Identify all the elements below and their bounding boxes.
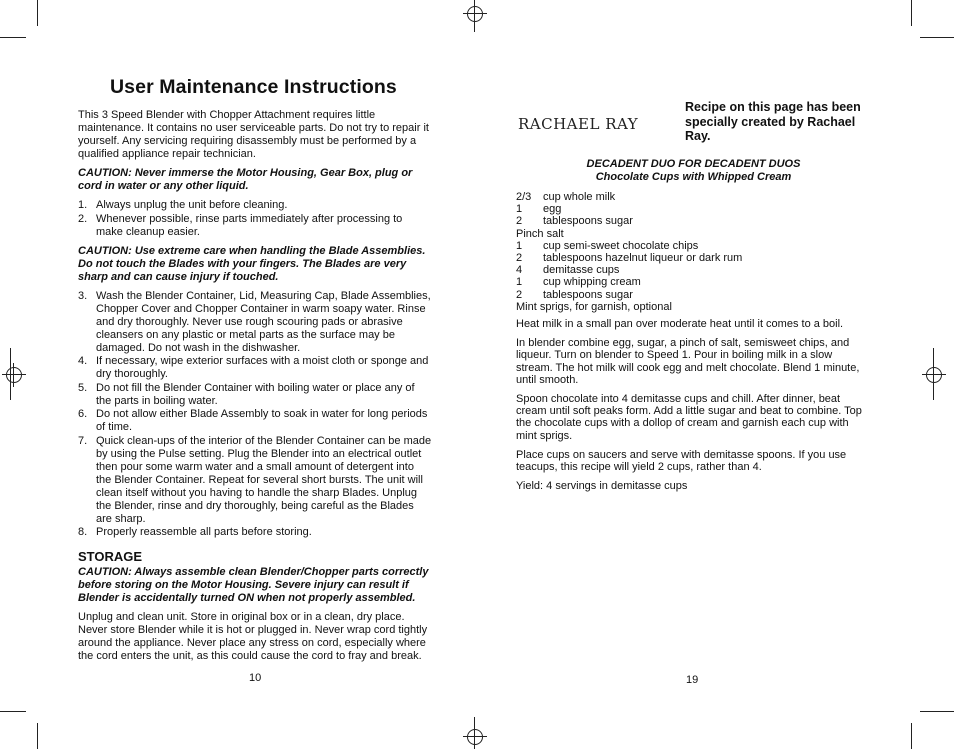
- crop-mark: [911, 0, 912, 26]
- list-item: 4. If necessary, wipe exterior surfaces with a moist cloth or sponge and dry thoroughly.: [78, 355, 429, 380]
- crop-mark: [920, 711, 954, 712]
- caution-immerse: CAUTION: Never immerse the Motor Housing, Gear Box, plug or cord in water or any other liquid.: [78, 167, 413, 192]
- registration-line: [933, 348, 934, 400]
- list-item: 1. Always unplug the unit before cleaning.: [78, 199, 288, 211]
- list-item: 1 cup whipping cream: [516, 276, 641, 289]
- recipe-title-block: [516, 158, 871, 183]
- recipe-step: Heat milk in a small pan over moderate heat until it comes to a boil.: [516, 318, 844, 330]
- registration-line: [474, 0, 475, 32]
- ingredient-list: [516, 191, 866, 313]
- list-item: 2. Whenever possible, rinse parts immediately after processing to make cleanup easier.: [78, 212, 403, 238]
- crop-mark: [37, 723, 38, 749]
- recipe-step: Yield: 4 servings in demitasse cups: [516, 480, 688, 493]
- list-item: 4 demitasse cups: [516, 264, 620, 277]
- list-item: Mint sprigs, for garnish, optional: [516, 300, 672, 313]
- registration-mark: [463, 725, 487, 749]
- list-item: 2/3 cup whole milk: [516, 191, 616, 203]
- list-item: 8. Properly reassemble all parts before storing.: [78, 526, 312, 538]
- crop-mark: [0, 37, 26, 38]
- list-item: 2 tablespoons sugar: [516, 288, 633, 301]
- list-item: 3. Wash the Blender Container, Lid, Measuring Cap, Blade Assemblies, Chopper Cover and Chopper Container in warm soapy water. Rinse and dry thoroughly. Never use rough scouring pads or abrasive cleansers on any plastic or metal parts as the surface may be damaged. Do not wash in the dishwasher.: [78, 289, 431, 354]
- crop-mark: [911, 723, 912, 749]
- storage-heading: STORAGE: [78, 549, 143, 564]
- recipe-credit: Recipe on this page has been specially created by Rachael Ray.: [685, 100, 861, 143]
- recipe-steps: [516, 318, 866, 499]
- registration-mark: [463, 2, 487, 26]
- page-number-right: 19: [686, 674, 699, 686]
- page-number-left: 10: [249, 672, 262, 684]
- list-item: 2 tablespoons hazelnut liqueur or dark rum: [516, 252, 743, 265]
- list-item: 1 egg: [516, 203, 562, 216]
- left-page: [78, 72, 432, 669]
- cleaning-steps-1: [78, 199, 432, 239]
- crop-mark: [37, 0, 38, 26]
- list-item: 1 cup semi-sweet chocolate chips: [516, 239, 699, 252]
- crop-mark: [920, 37, 954, 38]
- intro-paragraph: This 3 Speed Blender with Chopper Attachment requires little maintenance. It contains no user serviceable parts. Do not try to repair it yourself. Any servicing requiring disassembly must be performed by a qualified appliance repair technician.: [78, 109, 429, 160]
- storage-paragraph: Unplug and clean unit. Store in original box or in a clean, dry place. Never store Blender while it is hot or plugged in. Never wrap cord tightly around the appliance. Never place any stress on cord, especially where the cord enters the unit, as this could cause the cord to fray and break.: [78, 611, 428, 662]
- list-item: 7. Quick clean-ups of the interior of the Blender Container can be made by using the Pulse setting. Plug the Blender into an electrical outlet then pour some warm water and a small amount of detergent into the Blender Container. Repeat for several short bursts. The unit will clean itself without you having to handle the sharp Blades. Unplug the Blender, rinse and dry thoroughly, being careful as the Blades are sharp.: [78, 434, 432, 525]
- recipe-subtitle: Chocolate Cups with Whipped Cream: [595, 170, 792, 183]
- recipe-step: Spoon chocolate into 4 demitasse cups and chill. After dinner, beat cream until soft peaks form. Add a little sugar and beat to combine. Top the chocolate cups with a dollop of cream and garnish each cup with mint sprigs.: [516, 393, 862, 442]
- rachael-ray-logo: [516, 114, 666, 134]
- list-item: Pinch salt: [516, 227, 564, 240]
- list-item: 2 tablespoons sugar: [516, 215, 633, 228]
- recipe-step: Place cups on saucers and serve with demitasse spoons. If you use teacups, this recipe will yield 2 cups, rather than 4.: [516, 448, 847, 474]
- list-item: 5. Do not fill the Blender Container with boiling water or place any of the parts in boiling water.: [78, 381, 415, 407]
- registration-line: [474, 717, 475, 749]
- svg-text:RACHAEL RAY: RACHAEL RAY: [518, 115, 639, 133]
- caution-blades: CAUTION: Use extreme care when handling the Blade Assemblies. Do not touch the Blades with your fingers. The Blades are very sharp and can cause injury if touched.: [78, 244, 426, 283]
- list-item: 6. Do not allow either Blade Assembly to soak in water for long periods of time.: [78, 408, 428, 433]
- registration-line: [10, 348, 11, 400]
- recipe-step: In blender combine egg, sugar, a pinch of salt, semisweet chips, and liqueur. Turn on blender to Speed 1. Pour in boiling milk in a slow stream. The hot milk will cook egg and melt chocolate. Blend 1 minute, until smooth.: [516, 337, 860, 386]
- caution-storage: CAUTION: Always assemble clean Blender/Chopper parts correctly before storing on the Motor Housing. Severe injury can result if Blender is accidentally turned ON when not properly assembled.: [78, 566, 429, 604]
- page-title: User Maintenance Instructions: [110, 76, 397, 98]
- crop-mark: [0, 711, 26, 712]
- cleaning-steps-2: [78, 290, 432, 540]
- recipe-title: DECADENT DUO FOR DECADENT DUOS: [586, 158, 801, 170]
- registration-mark: [922, 363, 946, 387]
- registration-mark: [2, 363, 26, 387]
